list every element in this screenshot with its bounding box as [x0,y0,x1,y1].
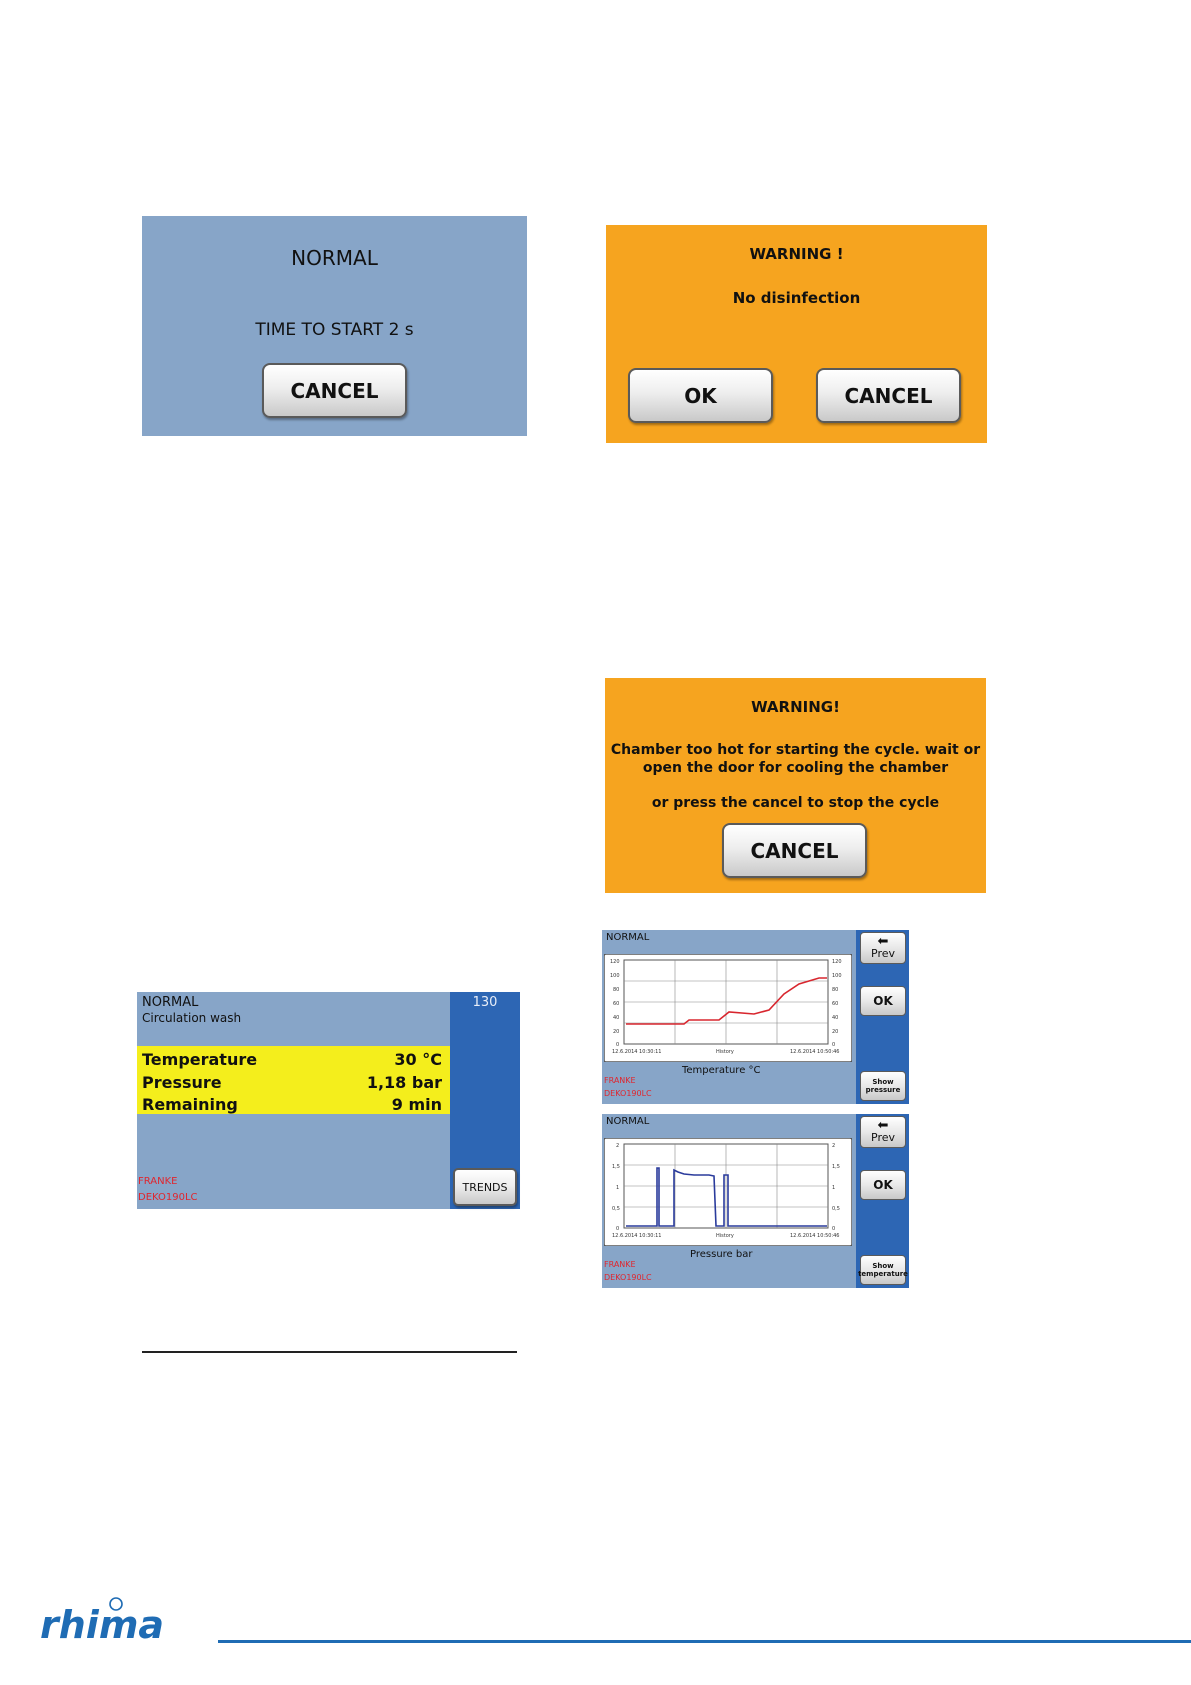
axis-caption: Temperature °C [682,1065,761,1076]
rhima-logo [40,1596,205,1646]
trends-button[interactable]: TRENDS [453,1168,517,1206]
counter-label: 130 [472,995,498,1010]
model-label: DEKO190LC [604,1089,652,1098]
model-label: DEKO190LC [604,1273,652,1282]
y-tick: 40 [613,1015,620,1021]
phase-label: Circulation wash [142,1011,242,1025]
x-start-label: 12.6.2014 10:30:11 [612,1233,662,1239]
temperature-row [142,1050,442,1072]
ok-button[interactable]: OK [860,1170,906,1200]
pressure-chart [604,1138,852,1246]
show-temperature-button[interactable] [860,1255,906,1285]
side-bar [450,992,520,1209]
warning-line-1: Chamber too hot for starting the cycle. wait or [610,742,981,758]
y-tick: 120 [610,959,620,965]
show-target-label: pressure [865,1086,901,1094]
no-disinfection-warning-dialog [606,225,987,443]
model-label: DEKO190LC [138,1192,198,1203]
prev-button[interactable] [860,932,906,964]
remaining-value: 9 min [391,1095,442,1114]
x-end-label: 12.6.2014 10:50:46 [790,1233,840,1239]
axis-caption: Pressure bar [690,1249,753,1260]
brand-label: FRANKE [604,1076,636,1085]
logo-text: rhima [40,1603,165,1646]
cancel-button[interactable]: CANCEL [262,363,407,418]
show-target-label: temperature [858,1270,908,1278]
warning-line-3: or press the cancel to stop the cycle [651,795,940,811]
x-start-label: 12.6.2014 10:30:11 [612,1049,662,1055]
ok-button[interactable]: OK [628,368,773,423]
x-end-label: 12.6.2014 10:50:46 [790,1049,840,1055]
show-label: Show [872,1078,894,1086]
remaining-label: Remaining [142,1095,238,1114]
left-arrow-icon: ⬅ [877,934,889,949]
y-tick: 40 [832,1015,839,1021]
y-tick: 120 [832,959,842,965]
x-mid-label: History [716,1233,734,1239]
show-label: Show [872,1262,894,1270]
chamber-too-hot-warning-dialog [605,678,986,893]
dialog-title: WARNING! [751,698,840,716]
y-tick: 100 [832,973,842,979]
y-tick: 80 [832,987,839,993]
dialog-title: NORMAL [291,246,378,270]
temperature-label: Temperature [142,1050,258,1069]
divider [142,1351,517,1353]
left-arrow-icon: ⬅ [877,1118,889,1133]
pressure-label: Pressure [142,1073,222,1092]
y-tick: 1,5 [832,1164,840,1170]
pressure-row [142,1073,442,1095]
remaining-row [142,1095,442,1117]
y-tick: 100 [610,973,620,979]
cycle-status-screen [137,992,520,1209]
ok-button[interactable]: OK [860,986,906,1016]
y-tick: 60 [832,1001,839,1007]
normal-start-dialog [142,216,527,436]
brand-label: FRANKE [138,1176,178,1187]
y-tick: 0,5 [612,1206,620,1212]
temperature-chart [604,954,852,1062]
y-tick: 60 [613,1001,620,1007]
prev-button[interactable] [860,1116,906,1148]
x-mid-label: History [716,1049,734,1055]
cancel-button[interactable]: CANCEL [722,823,867,878]
readout-area [137,1046,450,1114]
y-tick: 80 [613,987,620,993]
y-tick: 0 [616,1042,620,1048]
logo-graphic [40,1596,205,1646]
prev-label: Prev [871,947,895,960]
pressure-trend-screen [602,1114,909,1288]
cancel-button[interactable]: CANCEL [816,368,961,423]
dialog-message: No disinfection [732,289,861,307]
side-bar [856,1114,909,1288]
mode-label: NORMAL [606,1116,650,1127]
mode-label: NORMAL [142,995,199,1010]
y-tick: 1 [832,1185,836,1191]
y-tick: 0 [832,1042,836,1048]
prev-label: Prev [871,1131,895,1144]
brand-label: FRANKE [604,1260,636,1269]
y-tick: 2 [832,1143,836,1149]
y-tick: 0 [832,1226,836,1232]
y-tick: 2 [616,1143,620,1149]
side-bar [856,930,909,1104]
mode-label: NORMAL [606,932,650,943]
y-tick: 20 [613,1029,620,1035]
y-tick: 0 [616,1226,620,1232]
y-tick: 1 [616,1185,620,1191]
temperature-trend-screen [602,930,909,1104]
temperature-value: 30 °C [394,1050,442,1069]
dialog-message: TIME TO START 2 s [255,320,414,340]
y-tick: 20 [832,1029,839,1035]
warning-line-2: open the door for cooling the chamber [642,760,949,776]
show-pressure-button[interactable] [860,1071,906,1101]
y-tick: 0,5 [832,1206,840,1212]
dialog-title: WARNING ! [749,245,844,263]
y-tick: 1,5 [612,1164,620,1170]
pressure-value: 1,18 bar [366,1073,442,1092]
footer-rule [218,1640,1191,1643]
